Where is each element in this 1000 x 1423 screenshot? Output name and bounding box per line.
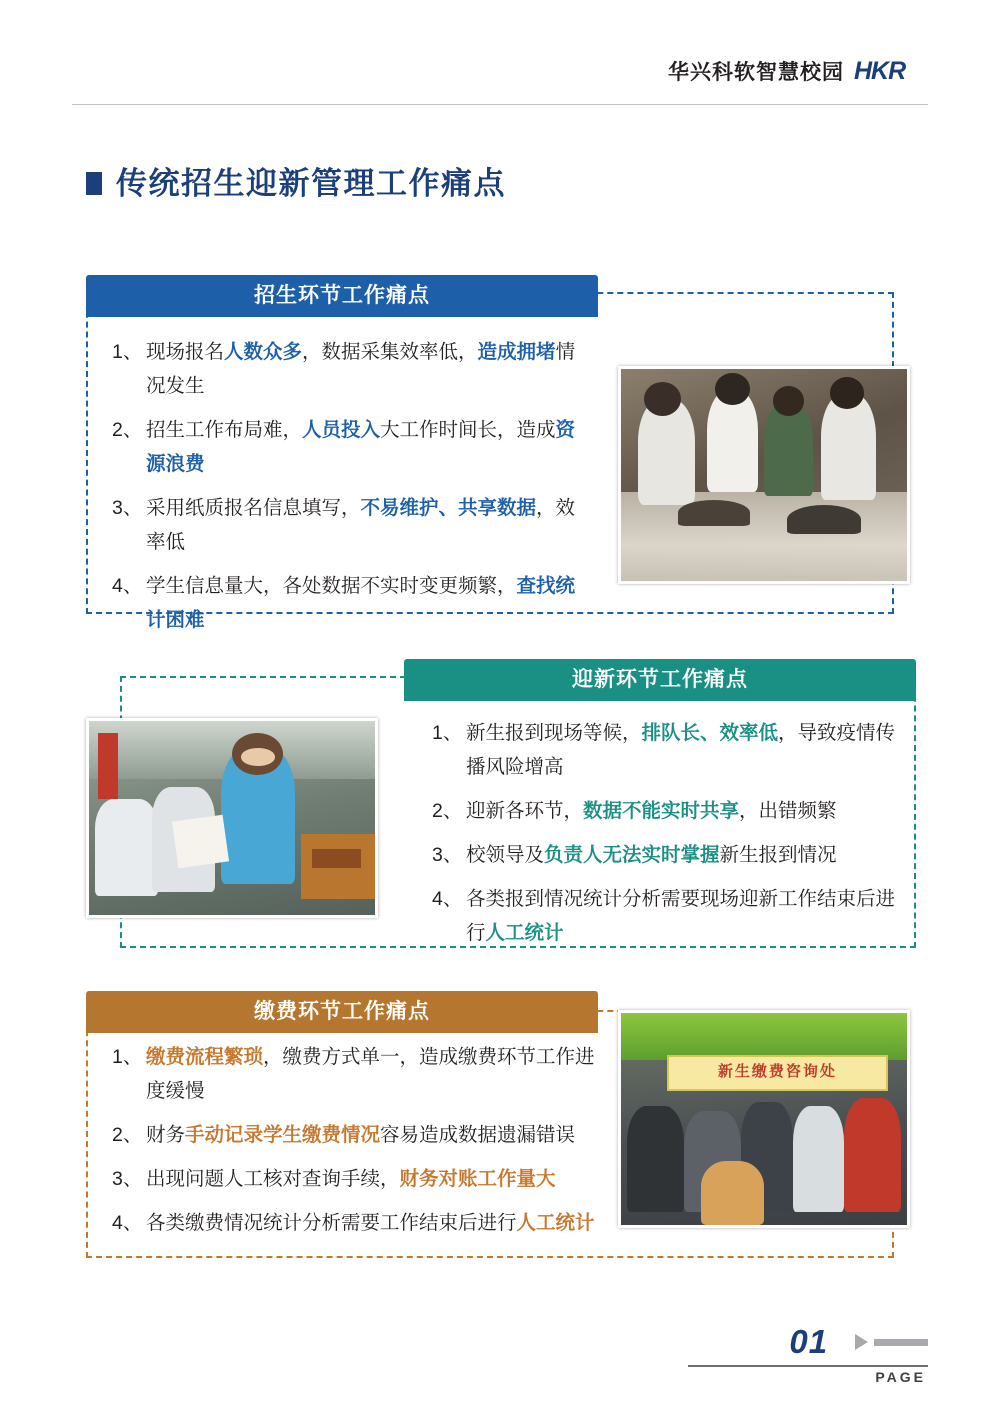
list-number: 3、 [112, 1168, 143, 1190]
list-number: 1、 [432, 722, 463, 744]
arrow-right-icon [855, 1334, 868, 1350]
header-title: 华兴科软智慧校园 [668, 61, 844, 84]
list-item [112, 1118, 602, 1152]
page-header [72, 57, 928, 105]
page-title: 传统招生迎新管理工作痛点 [116, 166, 506, 201]
list-text: 学生信息量大，各处数据不实时变更频繁，查找统计困难 [146, 575, 576, 631]
list-text: 各类报到情况统计分析需要现场迎新工作结束后进行人工统计 [466, 888, 896, 944]
list-text: 缴费流程繁琐，缴费方式单一，造成缴费环节工作进度缓慢 [146, 1046, 595, 1102]
list-number: 2、 [112, 419, 143, 441]
list-number: 4、 [112, 575, 143, 597]
payment-band-title: 缴费环节工作痛点 [86, 991, 598, 1033]
payment-list [112, 1040, 602, 1250]
list-text: 各类缴费情况统计分析需要工作结束后进行人工统计 [146, 1212, 595, 1234]
list-text: 现场报名人数众多，数据采集效率低，造成拥堵情况发生 [146, 341, 576, 397]
payment-photo [618, 1010, 910, 1228]
page-number: 01 [789, 1323, 829, 1360]
list-number: 3、 [112, 497, 143, 519]
title-bullet-square [86, 172, 102, 195]
list-text: 新生报到现场等候，排队长、效率低，导致疫情传播风险增高 [466, 722, 896, 778]
list-text: 财务手动记录学生缴费情况容易造成数据遗漏错误 [146, 1124, 576, 1146]
recruit-list [112, 335, 592, 647]
list-number: 4、 [432, 888, 463, 910]
list-item [432, 838, 902, 872]
list-item [112, 491, 592, 559]
list-item [432, 882, 902, 950]
list-text: 出现问题人工核对查询手续，财务对账工作量大 [146, 1168, 556, 1190]
photo-banner-text: 新生缴费咨询处 [667, 1055, 888, 1091]
list-item [112, 1040, 602, 1108]
list-text: 校领导及负责人无法实时掌握新生报到情况 [466, 844, 837, 866]
logo-text: HKR [854, 57, 906, 85]
list-item [112, 335, 592, 403]
list-text: 采用纸质报名信息填写，不易维护、共享数据，效率低 [146, 497, 576, 553]
list-text: 招生工作布局难，人员投入大工作时间长，造成资源浪费 [146, 419, 576, 475]
list-number: 3、 [432, 844, 463, 866]
list-number: 4、 [112, 1212, 143, 1234]
welcome-list [432, 716, 902, 960]
footer-divider [688, 1365, 928, 1367]
list-text: 迎新各环节，数据不能实时共享，出错频繁 [466, 800, 837, 822]
page-footer [688, 1323, 928, 1385]
page-label: PAGE [875, 1369, 926, 1385]
recruit-photo [618, 366, 910, 584]
list-item [112, 1162, 602, 1196]
list-number: 2、 [432, 800, 463, 822]
page-title-row [86, 168, 506, 199]
list-number: 1、 [112, 341, 143, 363]
welcome-photo [86, 718, 378, 918]
list-item [112, 569, 592, 637]
company-logo [854, 56, 928, 88]
list-item [112, 1206, 602, 1240]
list-number: 1、 [112, 1046, 143, 1068]
footer-bar [874, 1339, 928, 1346]
list-item [432, 716, 902, 784]
recruit-band-title: 招生环节工作痛点 [86, 275, 598, 317]
list-item [112, 413, 592, 481]
list-number: 2、 [112, 1124, 143, 1146]
welcome-band-title: 迎新环节工作痛点 [404, 659, 916, 701]
list-item [432, 794, 902, 828]
